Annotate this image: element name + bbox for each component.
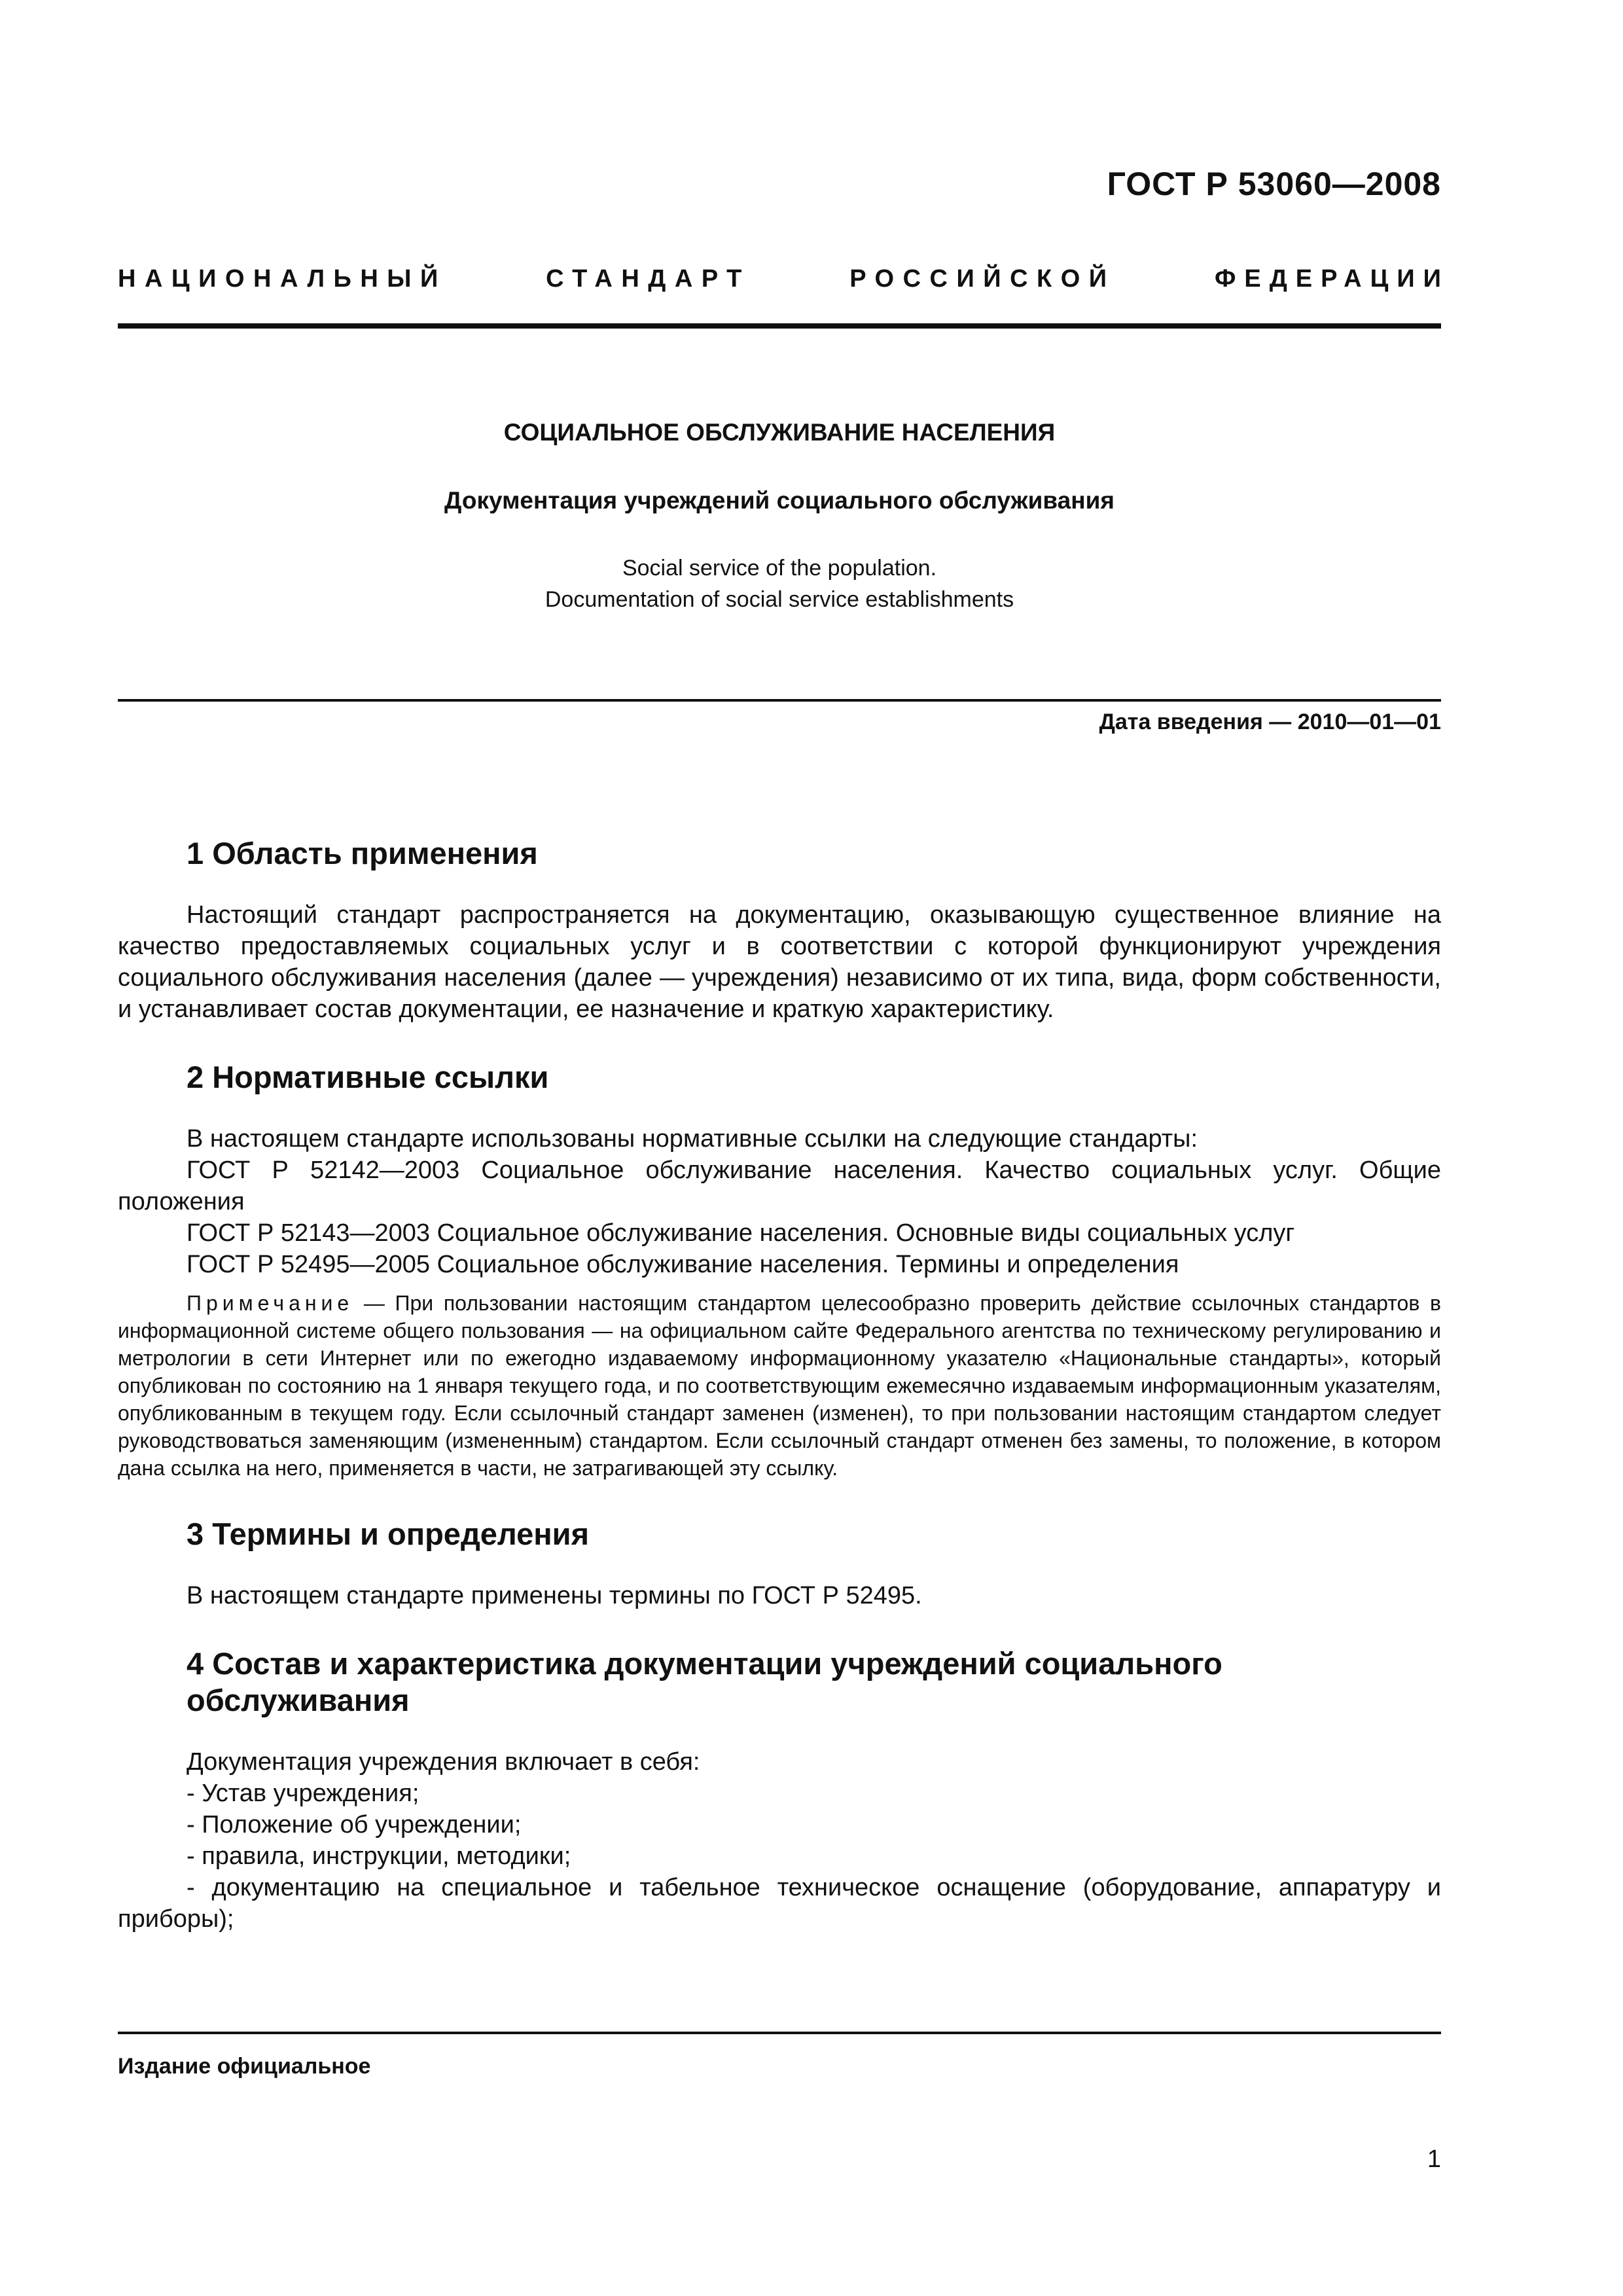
reference-item: ГОСТ Р 52143—2003 Социальное обслуживание населения. Основные виды социальных услуг	[187, 1219, 1295, 1247]
reference-item: ГОСТ Р 52495—2005 Социальное обслуживание населения. Термины и определения	[187, 1251, 1179, 1278]
note-label: Примечание	[187, 1291, 354, 1315]
section-heading-line: обслуживания	[187, 1683, 410, 1717]
paragraph: Настоящий стандарт распространяется на документацию, оказывающую существенное влияние на качество предоставляемых социальных услуг и в соответствии с которой функционируют учреждения социального обслуживания населения (далее — учреждения) независимо от их типа, вида, форм собственности, и устанавливает состав документации, ее назначение и краткую характеристику.	[118, 901, 1441, 1023]
section-heading: 1 Область применения	[187, 836, 538, 870]
list-item: - Устав учреждения;	[187, 1780, 419, 1807]
document-page	[118, 0, 1450, 2296]
title-divider	[118, 699, 1441, 702]
document-number: ГОСТ Р 53060—2008	[1107, 166, 1441, 202]
official-edition-label: Издание официальное	[118, 2054, 371, 2079]
document-subtitle: Документация учреждений социального обслуживания	[444, 487, 1115, 514]
paragraph: В настоящем стандарте применены термины по ГОСТ Р 52495.	[187, 1582, 922, 1609]
document-title: СОЦИАЛЬНОЕ ОБСЛУЖИВАНИЕ НАСЕЛЕНИЯ	[503, 419, 1056, 446]
reference-item: ГОСТ Р 52142—2003 Социальное обслуживание населения. Качество социальных услуг. Общие положения	[118, 1157, 1441, 1215]
section-heading	[118, 1645, 1441, 1719]
section-heading-line: 4 Состав и характеристика документации учреждений социального	[187, 1646, 1222, 1681]
banner-word: СТАНДАРТ	[546, 265, 751, 293]
standard-banner	[118, 265, 1450, 293]
list-item: - документацию на специальное и табельное техническое оснащение (оборудование, аппаратуру и приборы);	[118, 1874, 1441, 1933]
paragraph: Документация учреждения включает в себя:	[187, 1748, 700, 1776]
english-title-line: Social service of the population.	[622, 556, 937, 581]
section-heading: 2 Нормативные ссылки	[187, 1060, 549, 1094]
introduction-date: Дата введения — 2010—01—01	[1099, 709, 1441, 734]
list-item: - Положение об учреждении;	[187, 1811, 522, 1839]
banner-word: НАЦИОНАЛЬНЫЙ	[118, 265, 447, 293]
note	[118, 1289, 1441, 1482]
banner-word: ФЕДЕРАЦИИ	[1214, 265, 1450, 293]
header-divider	[118, 323, 1441, 329]
paragraph: В настоящем стандарте использованы нормативные ссылки на следующие стандарты:	[187, 1125, 1198, 1153]
page-number: 1	[1427, 2145, 1441, 2173]
banner-word: РОССИЙСКОЙ	[849, 265, 1116, 293]
document-body	[118, 835, 1441, 1935]
english-title	[118, 552, 1441, 615]
english-title-line: Documentation of social service establishments	[544, 587, 1014, 612]
list-item: - правила, инструкции, методики;	[187, 1842, 571, 1870]
section-heading: 3 Термины и определения	[187, 1516, 589, 1551]
footer-divider	[118, 2032, 1441, 2034]
documentation-list	[118, 1778, 1441, 1935]
note-text: — При пользовании настоящим стандартом целесообразно проверить действие ссылочных стандартов в информационной системе общего пользования — на официальном сайте Федерального агентства по техническому регулированию и метрологии в сети Интернет или по ежегодно издаваемому информационному указателю «Национальные стандарты», который опубликован по состоянию на 1 января текущего года, и по соответствующим ежемесячно издаваемым информационным указателям, опубликованным в текущем году. Если ссылочный стандарт заменен (изменен), то при пользовании настоящим стандартом следует руководствоваться заменяющим (измененным) стандартом. Если ссылочный стандарт отменен без замены, то положение, в котором дана ссылка на него, применяется в части, не затрагивающей эту ссылку.	[118, 1291, 1441, 1480]
